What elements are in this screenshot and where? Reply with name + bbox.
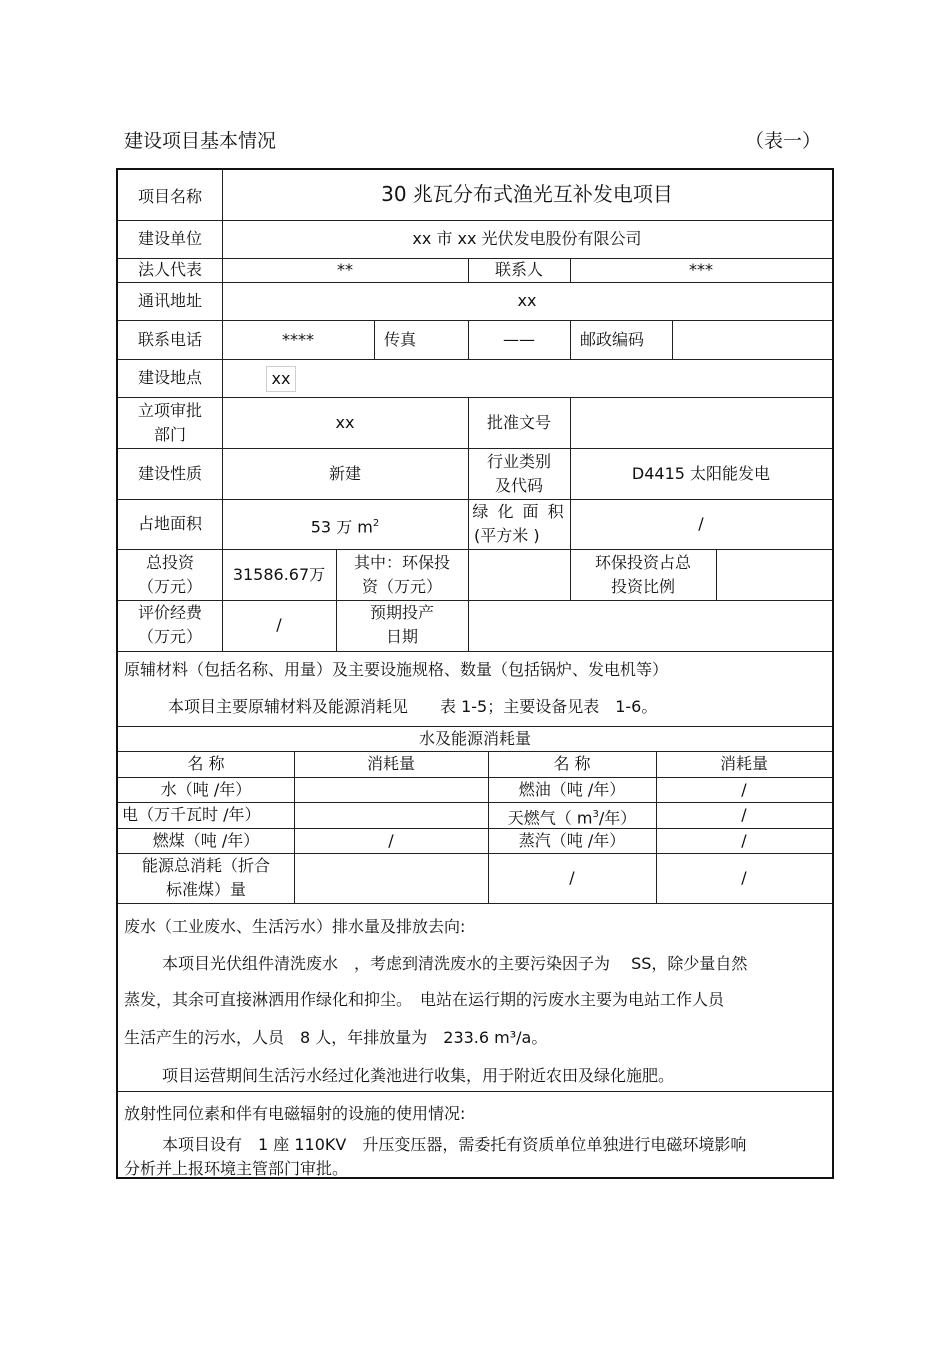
gas-label-exponent: 3 bbox=[592, 809, 599, 820]
green-label-line1: 绿 化 面 积 bbox=[472, 502, 566, 521]
energy-row-name: 水（吨 /年） bbox=[160, 780, 252, 799]
area-label: 占地面积 bbox=[137, 514, 202, 533]
fax-value: —— bbox=[503, 330, 535, 349]
energy-total-amount: / bbox=[569, 868, 575, 887]
legal-label: 法人代表 bbox=[137, 260, 202, 279]
contact-label: 联系人 bbox=[494, 260, 543, 279]
energy-total-amount-2: / bbox=[741, 868, 747, 887]
address-value: xx bbox=[517, 291, 537, 310]
project-name-label: 项目名称 bbox=[137, 187, 202, 206]
energy-col-amount-2: 消耗量 bbox=[719, 754, 768, 773]
energy-title: 水及能源消耗量 bbox=[418, 729, 531, 748]
energy-row-amount-2: / bbox=[741, 831, 747, 850]
site-label: 建设地点 bbox=[137, 368, 202, 387]
wastewater-line: 生活产生的污水，人员 8 人，年排放量为 233.6 m³/a。 bbox=[124, 1028, 548, 1047]
approval-no-label: 批准文号 bbox=[486, 413, 551, 432]
eval-cost-label: 评价经费 （万元） bbox=[137, 603, 202, 646]
energy-row-amount-2: / bbox=[741, 780, 747, 799]
gas-label-post: /年） bbox=[598, 808, 637, 828]
table-number: （表一） bbox=[745, 130, 822, 152]
energy-row-amount: / bbox=[388, 831, 394, 850]
energy-col-name: 名 称 bbox=[187, 754, 225, 773]
area-number: 53 万 m bbox=[310, 517, 373, 537]
industry-label: 行业类别 及代码 bbox=[486, 452, 551, 495]
eval-cost-value: / bbox=[276, 615, 282, 634]
unit-value: xx 市 xx 光伏发电股份有限公司 bbox=[412, 229, 642, 248]
invest-label: 总投资 （万元） bbox=[137, 553, 202, 596]
phone-label: 联系电话 bbox=[137, 330, 202, 349]
site-value: xx bbox=[271, 369, 291, 388]
unit-label: 建设单位 bbox=[137, 229, 202, 248]
wastewater-line: 本项目光伏组件清洗废水 ，考虑到清洗废水的主要污染因子为 SS，除少量自然 bbox=[162, 954, 748, 973]
materials-heading: 原辅材料（包括名称、用量）及主要设施规格、数量（包括锅炉、发电机等） bbox=[124, 660, 669, 679]
wastewater-line: 项目运营期间生活污水经过化粪池进行收集，用于附近农田及绿化施肥。 bbox=[162, 1066, 675, 1085]
energy-row-amount-2: / bbox=[741, 805, 747, 824]
energy-col-amount: 消耗量 bbox=[366, 754, 415, 773]
industry-value: D4415 太阳能发电 bbox=[631, 464, 771, 483]
contact-value: *** bbox=[689, 260, 713, 279]
radiation-line: 分析并上报环境主管部门审批。 bbox=[124, 1159, 349, 1178]
energy-row-name-2: 蒸汽（吨 /年） bbox=[518, 831, 626, 850]
energy-col-name-2: 名 称 bbox=[553, 754, 591, 773]
energy-row-name-2: 燃油（吨 /年） bbox=[518, 780, 626, 799]
radiation-heading: 放射性同位素和伴有电磁辐射的设施的使用情况: bbox=[124, 1104, 466, 1123]
address-label: 通讯地址 bbox=[137, 291, 202, 310]
legal-value: ** bbox=[337, 260, 353, 279]
energy-row-name-2 bbox=[488, 803, 656, 830]
green-label-line2: (平方米 ) bbox=[474, 526, 540, 545]
prod-date-label: 预期投产 日期 bbox=[369, 603, 434, 646]
env-invest-label: 其中：环保投 资（万元） bbox=[353, 553, 450, 596]
approval-dept-label: 立项审批 部门 bbox=[137, 401, 202, 444]
energy-row-name: 燃煤（吨 /年） bbox=[152, 831, 260, 850]
fax-label: 传真 bbox=[384, 330, 417, 349]
page-title: 建设项目基本情况 bbox=[124, 130, 277, 152]
materials-text: 本项目主要原辅材料及能源消耗见 表 1-5；主要设备见表 1-6。 bbox=[168, 697, 658, 716]
invest-value: 31586.67万 bbox=[232, 565, 326, 584]
postcode-label: 邮政编码 bbox=[580, 330, 645, 349]
approval-dept-value: xx bbox=[335, 413, 355, 432]
wastewater-heading: 废水（工业废水、生活污水）排水量及排放去向: bbox=[124, 917, 466, 936]
wastewater-line: 蒸发，其余可直接淋洒用作绿化和抑尘。 电站在运行期的污废水主要为电站工作人员 bbox=[124, 990, 725, 1009]
green-value: / bbox=[698, 514, 704, 533]
radiation-line: 本项目设有 1 座 110KV 升压变压器，需委托有资质单位单独进行电磁环境影响 bbox=[162, 1135, 747, 1154]
project-info-table bbox=[116, 168, 834, 1179]
env-ratio-label: 环保投资占总 投资比例 bbox=[594, 553, 691, 596]
area-unit-exponent: 2 bbox=[372, 518, 380, 529]
phone-value: **** bbox=[282, 330, 314, 349]
area-value bbox=[222, 512, 468, 539]
project-name: 30 兆瓦分布式渔光互补发电项目 bbox=[381, 182, 673, 206]
nature-value: 新建 bbox=[328, 464, 361, 483]
gas-label-pre: 天燃气（ m bbox=[507, 808, 593, 828]
nature-label: 建设性质 bbox=[137, 464, 202, 483]
energy-total-label: 能源总消耗（折合 标准煤）量 bbox=[141, 856, 270, 899]
energy-row-name: 电（万千瓦时 /年） bbox=[122, 805, 261, 824]
